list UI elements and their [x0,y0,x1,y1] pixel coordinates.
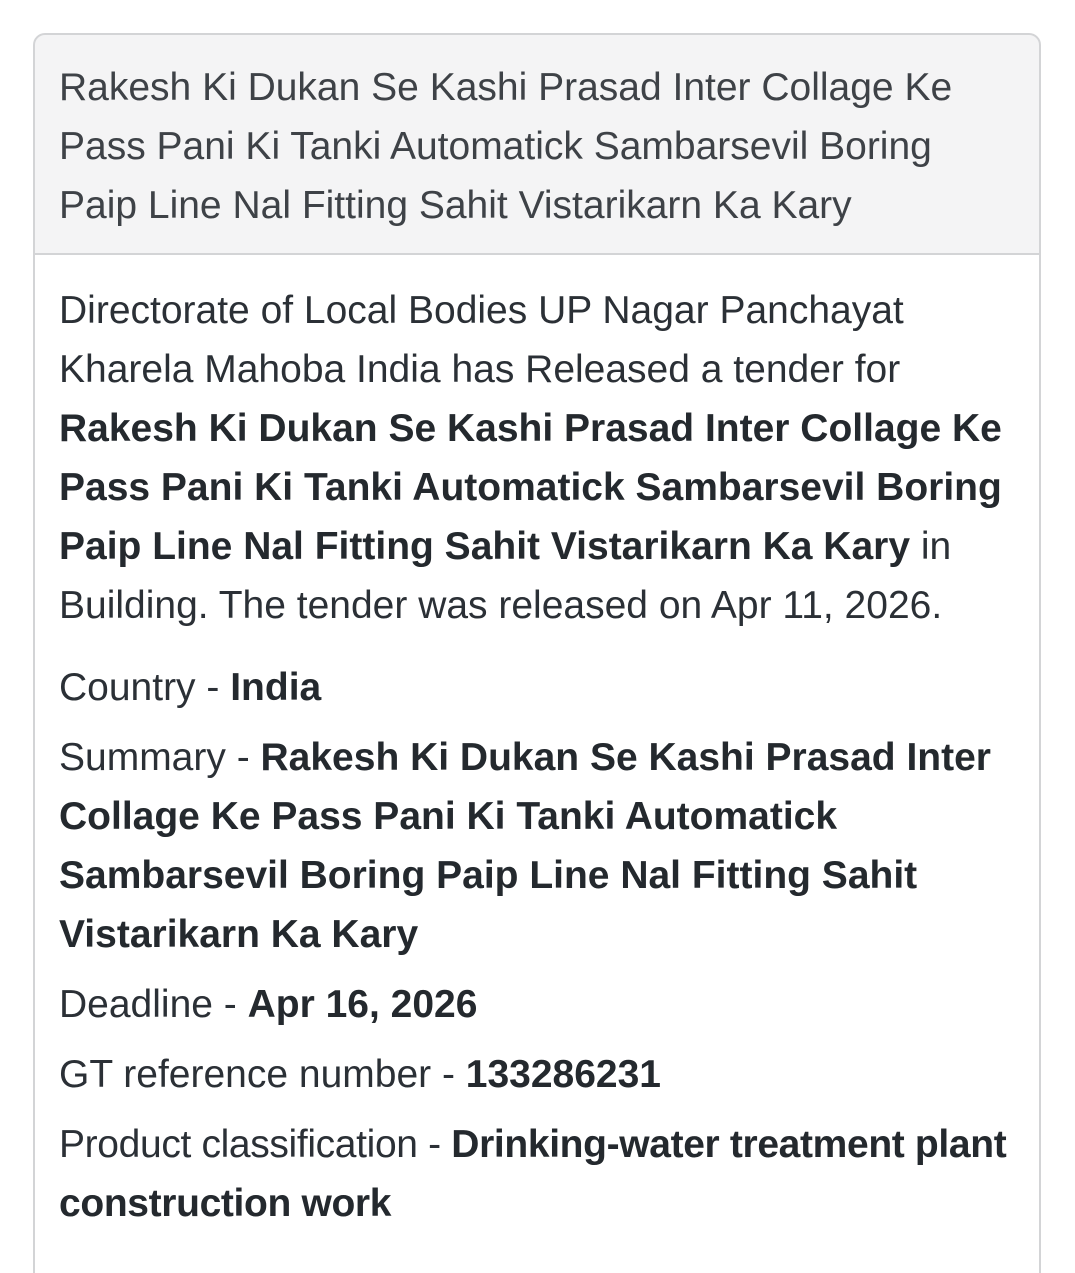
tender-description [59,281,1015,635]
field-deadline-label: Deadline - [59,983,248,1026]
field-product-classification-label: Product classification - [59,1123,452,1166]
field-gt-reference [59,1045,1015,1104]
field-gt-reference-label: GT reference number - [59,1053,466,1096]
tender-details [33,255,1041,1273]
description-suffix: in Building. The tender was released on Apr 11, 2026. [59,525,952,627]
field-country-label: Country - [59,666,231,709]
field-product-classification-value: Drinking-water treatment plant construction work [59,1123,1007,1225]
field-summary-label: Summary - [59,736,261,779]
field-gt-reference-value: 133286231 [465,1053,661,1096]
field-product-classification [59,1115,1015,1233]
field-deadline-value: Apr 16, 2026 [247,983,478,1026]
tender-card [33,33,1041,1273]
field-summary-value: Rakesh Ki Dukan Se Kashi Prasad Inter Collage Ke Pass Pani Ki Tanki Automatick Sambarsevil Boring Paip Line Nal Fitting Sahit Vistarikarn Ka Kary [59,736,991,956]
page-title: Rakesh Ki Dukan Se Kashi Prasad Inter Collage Ke Pass Pani Ki Tanki Automatick Sambarsevil Boring Paip Line Nal Fitting Sahit Vistarikarn Ka Kary [59,66,953,227]
field-country [59,658,1015,717]
field-deadline [59,975,1015,1034]
description-tender-name: Rakesh Ki Dukan Se Kashi Prasad Inter Collage Ke Pass Pani Ki Tanki Automatick Sambarsevil Boring Paip Line Nal Fitting Sahit Vistarikarn Ka Kary [59,407,1002,568]
field-summary [59,728,1015,964]
description-prefix: Directorate of Local Bodies UP Nagar Panchayat Kharela Mahoba India has Released a tender for [59,289,904,391]
tender-title-header [33,33,1041,255]
field-country-value: India [230,666,322,709]
